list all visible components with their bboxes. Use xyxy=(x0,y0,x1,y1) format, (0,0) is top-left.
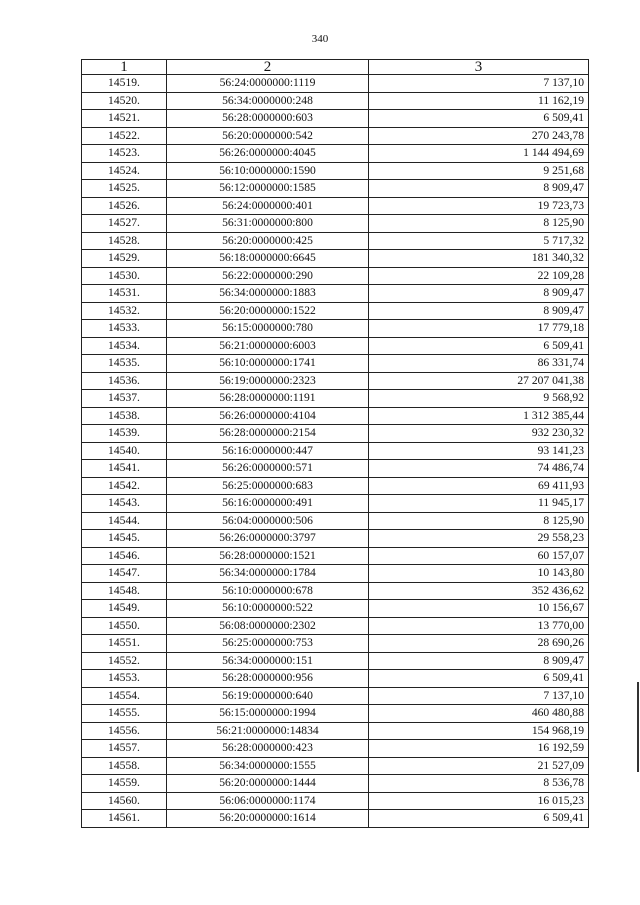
cadastral-number: 56:20:0000000:542 xyxy=(167,127,369,145)
cadastral-number: 56:16:0000000:447 xyxy=(167,442,369,460)
cadastral-number: 56:20:0000000:425 xyxy=(167,232,369,250)
cadastral-number: 56:28:0000000:423 xyxy=(167,740,369,758)
row-number: 14530. xyxy=(82,267,167,285)
cadastral-value: 16 015,23 xyxy=(369,792,589,810)
cadastral-value: 22 109,28 xyxy=(369,267,589,285)
cadastral-number: 56:21:0000000:14834 xyxy=(167,722,369,740)
cadastral-number: 56:34:0000000:151 xyxy=(167,652,369,670)
row-number: 14541. xyxy=(82,460,167,478)
row-number: 14538. xyxy=(82,407,167,425)
cadastral-number: 56:26:0000000:4045 xyxy=(167,145,369,163)
table-row xyxy=(82,407,589,425)
row-number: 14553. xyxy=(82,670,167,688)
cadastral-number: 56:31:0000000:800 xyxy=(167,215,369,233)
cadastral-value: 69 411,93 xyxy=(369,477,589,495)
cadastral-number: 56:15:0000000:780 xyxy=(167,320,369,338)
cadastral-number: 56:20:0000000:1614 xyxy=(167,810,369,828)
table-row xyxy=(82,617,589,635)
cadastral-value: 27 207 041,38 xyxy=(369,372,589,390)
cadastral-number: 56:26:0000000:3797 xyxy=(167,530,369,548)
cadastral-value: 8 909,47 xyxy=(369,285,589,303)
cadastral-number: 56:10:0000000:678 xyxy=(167,582,369,600)
cadastral-number: 56:20:0000000:1444 xyxy=(167,775,369,793)
table-row xyxy=(82,232,589,250)
cadastral-value: 11 162,19 xyxy=(369,92,589,110)
cadastral-number: 56:20:0000000:1522 xyxy=(167,302,369,320)
cadastral-value: 270 243,78 xyxy=(369,127,589,145)
table-row xyxy=(82,215,589,233)
row-number: 14560. xyxy=(82,792,167,810)
row-number: 14521. xyxy=(82,110,167,128)
row-number: 14531. xyxy=(82,285,167,303)
row-number: 14539. xyxy=(82,425,167,443)
row-number: 14558. xyxy=(82,757,167,775)
cadastral-number: 56:10:0000000:1590 xyxy=(167,162,369,180)
page-edge-mark xyxy=(637,682,639,772)
row-number: 14525. xyxy=(82,180,167,198)
cadastral-value: 13 770,00 xyxy=(369,617,589,635)
cadastral-number: 56:22:0000000:290 xyxy=(167,267,369,285)
row-number: 14545. xyxy=(82,530,167,548)
row-number: 14556. xyxy=(82,722,167,740)
cadastral-value: 8 536,78 xyxy=(369,775,589,793)
cadastral-value: 10 143,80 xyxy=(369,565,589,583)
row-number: 14529. xyxy=(82,250,167,268)
cadastral-number: 56:19:0000000:2323 xyxy=(167,372,369,390)
table-row xyxy=(82,337,589,355)
table-row xyxy=(82,722,589,740)
cadastral-value: 93 141,23 xyxy=(369,442,589,460)
cadastral-number: 56:10:0000000:522 xyxy=(167,600,369,618)
cadastral-number: 56:10:0000000:1741 xyxy=(167,355,369,373)
table-row xyxy=(82,145,589,163)
cadastral-value: 21 527,09 xyxy=(369,757,589,775)
cadastral-number: 56:26:0000000:4104 xyxy=(167,407,369,425)
cadastral-value: 8 909,47 xyxy=(369,180,589,198)
row-number: 14547. xyxy=(82,565,167,583)
row-number: 14536. xyxy=(82,372,167,390)
cadastral-number: 56:34:0000000:1555 xyxy=(167,757,369,775)
cadastral-value: 8 125,90 xyxy=(369,215,589,233)
cadastral-value: 352 436,62 xyxy=(369,582,589,600)
cadastral-value: 86 331,74 xyxy=(369,355,589,373)
cadastral-number: 56:24:0000000:1119 xyxy=(167,75,369,93)
row-number: 14544. xyxy=(82,512,167,530)
cadastral-number: 56:15:0000000:1994 xyxy=(167,705,369,723)
cadastral-number: 56:28:0000000:956 xyxy=(167,670,369,688)
row-number: 14555. xyxy=(82,705,167,723)
cadastral-value: 19 723,73 xyxy=(369,197,589,215)
cadastral-number: 56:28:0000000:603 xyxy=(167,110,369,128)
table-row xyxy=(82,460,589,478)
cadastral-number: 56:26:0000000:571 xyxy=(167,460,369,478)
cadastral-number: 56:16:0000000:491 xyxy=(167,495,369,513)
table-row xyxy=(82,775,589,793)
cadastral-value: 460 480,88 xyxy=(369,705,589,723)
cadastral-value: 10 156,67 xyxy=(369,600,589,618)
cadastral-number: 56:08:0000000:2302 xyxy=(167,617,369,635)
table-row xyxy=(82,92,589,110)
row-number: 14532. xyxy=(82,302,167,320)
row-number: 14551. xyxy=(82,635,167,653)
table-row xyxy=(82,757,589,775)
table-row xyxy=(82,320,589,338)
table-row xyxy=(82,635,589,653)
table-row xyxy=(82,687,589,705)
table-row xyxy=(82,302,589,320)
cadastral-value: 9 251,68 xyxy=(369,162,589,180)
cadastral-number: 56:28:0000000:1191 xyxy=(167,390,369,408)
row-number: 14526. xyxy=(82,197,167,215)
cadastral-number: 56:19:0000000:640 xyxy=(167,687,369,705)
cadastral-value: 154 968,19 xyxy=(369,722,589,740)
cadastral-value: 8 909,47 xyxy=(369,652,589,670)
table-row xyxy=(82,180,589,198)
table-row xyxy=(82,425,589,443)
table-body xyxy=(82,75,589,828)
row-number: 14535. xyxy=(82,355,167,373)
cadastral-value: 28 690,26 xyxy=(369,635,589,653)
row-number: 14522. xyxy=(82,127,167,145)
cadastral-number: 56:04:0000000:506 xyxy=(167,512,369,530)
table-row xyxy=(82,705,589,723)
cadastral-number: 56:25:0000000:753 xyxy=(167,635,369,653)
cadastral-number: 56:21:0000000:6003 xyxy=(167,337,369,355)
cadastral-number: 56:24:0000000:401 xyxy=(167,197,369,215)
table-row xyxy=(82,127,589,145)
cadastral-number: 56:34:0000000:1883 xyxy=(167,285,369,303)
table-row xyxy=(82,810,589,828)
row-number: 14550. xyxy=(82,617,167,635)
cadastral-value: 6 509,41 xyxy=(369,670,589,688)
table-header-row xyxy=(82,60,589,75)
cadastral-value: 9 568,92 xyxy=(369,390,589,408)
row-number: 14523. xyxy=(82,145,167,163)
row-number: 14527. xyxy=(82,215,167,233)
column-header-cadastral-number: 2 xyxy=(167,60,369,75)
page-number: 340 xyxy=(311,33,329,45)
cadastral-value: 1 144 494,69 xyxy=(369,145,589,163)
row-number: 14546. xyxy=(82,547,167,565)
cadastral-value: 74 486,74 xyxy=(369,460,589,478)
table-row xyxy=(82,442,589,460)
row-number: 14528. xyxy=(82,232,167,250)
table-row xyxy=(82,162,589,180)
row-number: 14540. xyxy=(82,442,167,460)
table-row xyxy=(82,285,589,303)
row-number: 14542. xyxy=(82,477,167,495)
cadastral-value: 932 230,32 xyxy=(369,425,589,443)
table-row xyxy=(82,355,589,373)
table-row xyxy=(82,565,589,583)
table-row xyxy=(82,652,589,670)
table-row xyxy=(82,512,589,530)
cadastral-number: 56:25:0000000:683 xyxy=(167,477,369,495)
cadastral-value: 7 137,10 xyxy=(369,687,589,705)
column-header-number: 1 xyxy=(82,60,167,75)
table-row xyxy=(82,75,589,93)
cadastral-value: 17 779,18 xyxy=(369,320,589,338)
table-row xyxy=(82,792,589,810)
cadastral-value: 11 945,17 xyxy=(369,495,589,513)
row-number: 14534. xyxy=(82,337,167,355)
cadastral-value: 6 509,41 xyxy=(369,810,589,828)
cadastral-value: 6 509,41 xyxy=(369,110,589,128)
row-number: 14533. xyxy=(82,320,167,338)
table-row xyxy=(82,197,589,215)
row-number: 14554. xyxy=(82,687,167,705)
row-number: 14557. xyxy=(82,740,167,758)
cadastral-value-table xyxy=(81,59,589,828)
cadastral-value: 60 157,07 xyxy=(369,547,589,565)
cadastral-number: 56:28:0000000:2154 xyxy=(167,425,369,443)
cadastral-value: 16 192,59 xyxy=(369,740,589,758)
row-number: 14559. xyxy=(82,775,167,793)
table-row xyxy=(82,267,589,285)
cadastral-value: 181 340,32 xyxy=(369,250,589,268)
table-row xyxy=(82,110,589,128)
row-number: 14548. xyxy=(82,582,167,600)
cadastral-value: 8 909,47 xyxy=(369,302,589,320)
cadastral-number: 56:34:0000000:1784 xyxy=(167,565,369,583)
row-number: 14519. xyxy=(82,75,167,93)
table-row xyxy=(82,495,589,513)
row-number: 14524. xyxy=(82,162,167,180)
row-number: 14537. xyxy=(82,390,167,408)
table-row xyxy=(82,670,589,688)
row-number: 14561. xyxy=(82,810,167,828)
cadastral-value: 6 509,41 xyxy=(369,337,589,355)
table-row xyxy=(82,582,589,600)
cadastral-number: 56:28:0000000:1521 xyxy=(167,547,369,565)
table-row xyxy=(82,600,589,618)
table-row xyxy=(82,530,589,548)
cadastral-number: 56:12:0000000:1585 xyxy=(167,180,369,198)
cadastral-value: 5 717,32 xyxy=(369,232,589,250)
cadastral-value: 1 312 385,44 xyxy=(369,407,589,425)
cadastral-number: 56:18:0000000:6645 xyxy=(167,250,369,268)
cadastral-value: 29 558,23 xyxy=(369,530,589,548)
cadastral-number: 56:06:0000000:1174 xyxy=(167,792,369,810)
cadastral-value: 8 125,90 xyxy=(369,512,589,530)
table-row xyxy=(82,372,589,390)
row-number: 14543. xyxy=(82,495,167,513)
column-header-value: 3 xyxy=(369,60,589,75)
cadastral-value: 7 137,10 xyxy=(369,75,589,93)
table-row xyxy=(82,250,589,268)
table-row xyxy=(82,477,589,495)
row-number: 14520. xyxy=(82,92,167,110)
table-row xyxy=(82,390,589,408)
row-number: 14552. xyxy=(82,652,167,670)
row-number: 14549. xyxy=(82,600,167,618)
table-row xyxy=(82,740,589,758)
cadastral-number: 56:34:0000000:248 xyxy=(167,92,369,110)
table-row xyxy=(82,547,589,565)
